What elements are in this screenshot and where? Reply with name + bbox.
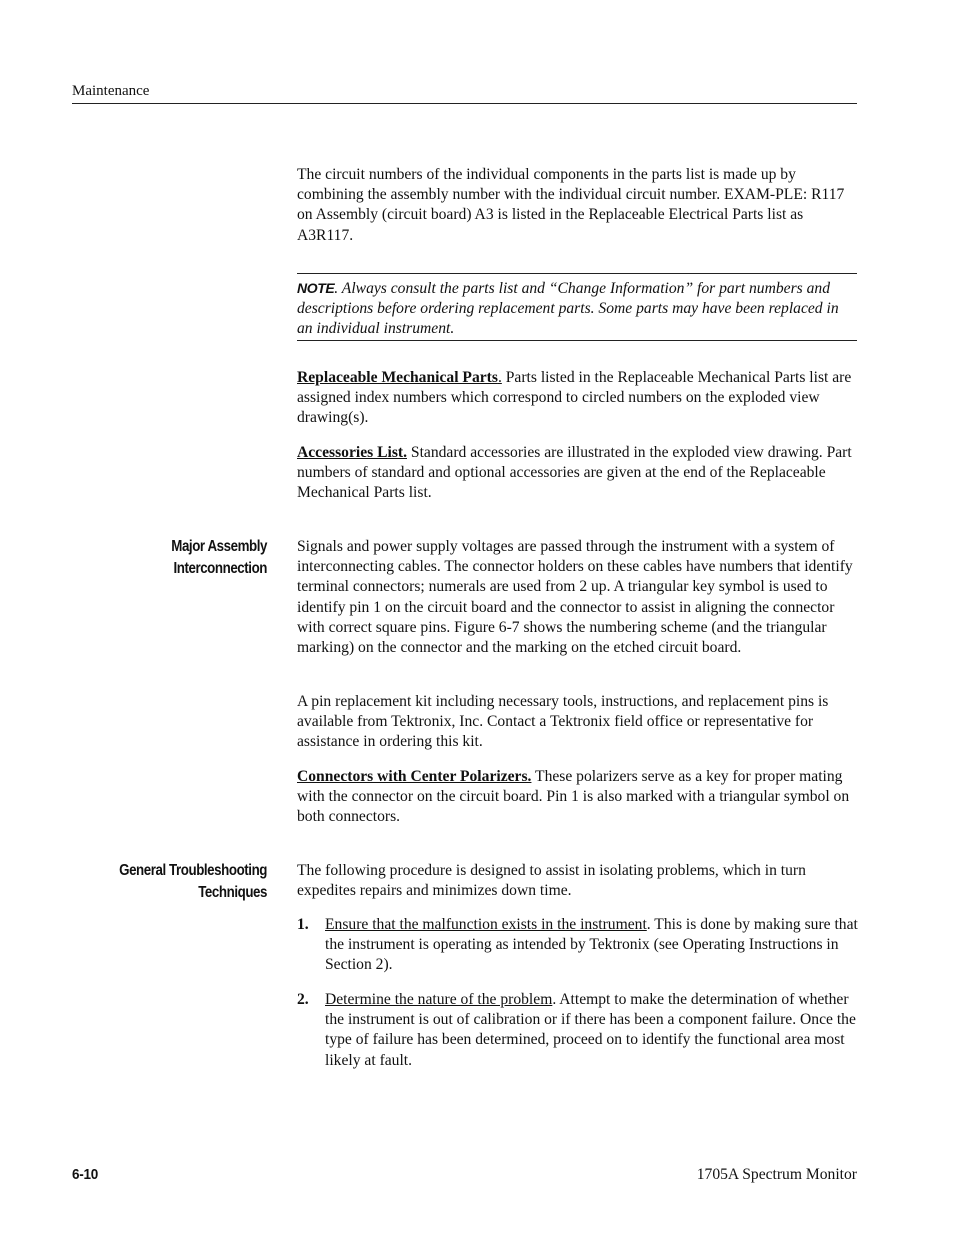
step-text: . Attempt to make the determination of whether the instrument is out of calibration or if there has been a component failure. Once the type of failure has been determined, proceed on to identify the functional area most likely at fault. bbox=[325, 991, 856, 1069]
accessories-title: Accessories List. bbox=[297, 444, 407, 461]
mechanical-parts-paragraph bbox=[297, 368, 859, 429]
major-assembly-heading-line2: Interconnection bbox=[173, 560, 267, 577]
running-header bbox=[72, 82, 857, 104]
accessories-paragraph bbox=[297, 443, 859, 504]
major-assembly-paragraph-2 bbox=[297, 692, 859, 753]
polarizers-title: Connectors with Center Polarizers. bbox=[297, 768, 532, 785]
troubleshooting-intro-text: The following procedure is designed to assist in isolating problems, which in turn expedites repairs and minimizes down time. bbox=[297, 862, 806, 900]
circuit-numbers-text: The circuit numbers of the individual components in the parts list is made up by combining the assembly number with the individual circuit number. EXAM-PLE: R117 on Assembly (circuit board) A3 is listed in the Replaceable Electrical Parts list as A3R117. bbox=[297, 166, 845, 244]
step-number: 1. bbox=[297, 916, 309, 933]
list-item bbox=[297, 915, 859, 976]
major-assembly-text-2: A pin replacement kit including necessary tools, instructions, and replacement pins is available from Tektronix, Inc. Contact a Tektronix field office or representative for assistance in ordering this kit. bbox=[297, 693, 829, 751]
accessories-text: Standard accessories are illustrated in the exploded view drawing. Part numbers of standard and optional accessories are given at the end of the Replaceable Mechanical Parts list. bbox=[297, 444, 852, 502]
troubleshooting-heading-line2: Techniques bbox=[198, 884, 267, 901]
polarizers-paragraph bbox=[297, 767, 859, 828]
step-number: 2. bbox=[297, 991, 309, 1008]
header-section-title: Maintenance bbox=[72, 83, 150, 99]
list-item bbox=[297, 990, 859, 1071]
page-number: 6-10 bbox=[72, 1166, 98, 1183]
note-text: . Always consult the parts list and “Change Information” for part numbers and descriptions before ordering replacement parts. Some parts may have been replaced in an individual instrument. bbox=[297, 280, 839, 338]
step-text: . This is done by making sure that the instrument is operating as intended by Tektronix (see Operating Instructions in Section 2). bbox=[325, 916, 858, 974]
mechanical-parts-text: Parts listed in the Replaceable Mechanical Parts list are assigned index numbers which correspond to circled numbers on the exploded view drawing(s). bbox=[297, 369, 852, 427]
note-label: NOTE bbox=[297, 280, 335, 296]
troubleshooting-intro-paragraph bbox=[297, 861, 859, 901]
step-title: Ensure that the malfunction exists in the instrument bbox=[325, 916, 647, 933]
polarizers-text: These polarizers serve as a key for proper mating with the connector on the circuit board. Pin 1 is also marked with a triangular symbol on both connectors. bbox=[297, 768, 850, 826]
step-title: Determine the nature of the problem bbox=[325, 991, 553, 1008]
product-name: 1705A Spectrum Monitor bbox=[696, 1166, 857, 1183]
mechanical-parts-separator: . bbox=[497, 369, 502, 386]
major-assembly-heading bbox=[78, 536, 267, 580]
troubleshooting-heading bbox=[78, 860, 267, 904]
major-assembly-paragraph-1 bbox=[297, 537, 859, 658]
major-assembly-heading-line1: Major Assembly bbox=[171, 538, 267, 555]
major-assembly-text-1: Signals and power supply voltages are passed through the instrument with a system of interconnecting cables. The connector holders on these cables have numbers that identify terminal connectors; numerals are used from 2 up. A triangular key symbol is used to identify pin 1 on the circuit board and the connector to assist in aligning the connector with correct square pins. Figure 6-7 shows the numbering scheme (and the triangular marking) on the connector and the marking on the etched circuit board. bbox=[297, 538, 853, 657]
mechanical-parts-title: Replaceable Mechanical Parts bbox=[297, 369, 498, 386]
circuit-numbers-paragraph bbox=[297, 165, 859, 246]
troubleshooting-heading-line1: General Troubleshooting bbox=[119, 862, 267, 879]
note-box bbox=[297, 273, 857, 341]
